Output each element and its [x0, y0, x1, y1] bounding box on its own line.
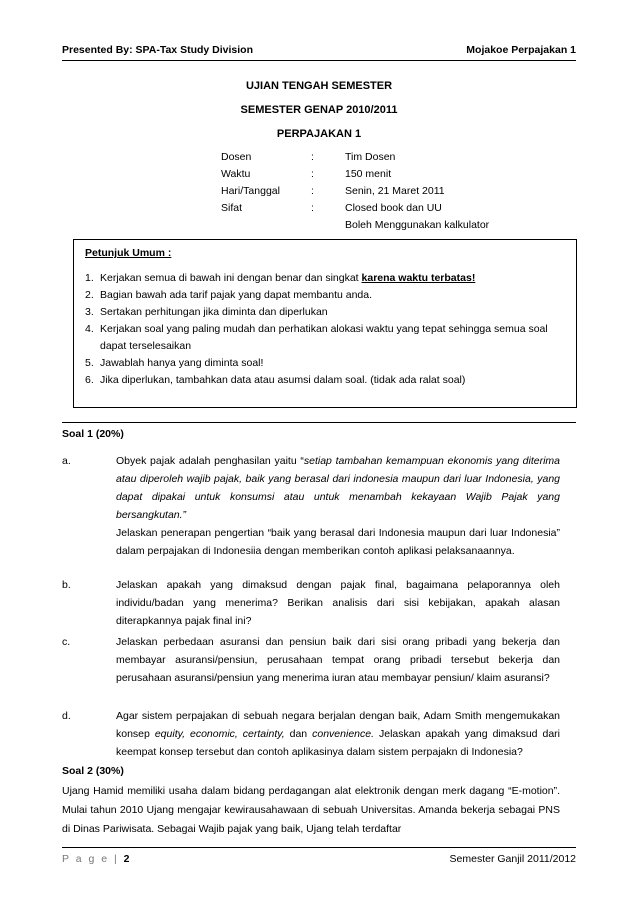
- info-value: 150 menit: [345, 168, 392, 180]
- list-item: 6. Jika diperlukan, tambahkan data atau asumsi dalam soal. (tidak ada ralat soal): [85, 374, 466, 386]
- info-value: Senin, 21 Maret 2011: [345, 185, 445, 197]
- soal1-title: Soal 1 (20%): [62, 428, 124, 440]
- info-colon: :: [311, 168, 314, 180]
- info-colon: :: [311, 202, 314, 214]
- page-indicator: P a g e | 2: [62, 853, 130, 865]
- soal2-paragraph: Ujang Hamid memiliki usaha dalam bidang perdagangan alat elektronik dengan merk dagang “E-motion”. Mulai tahun 2010 Ujang mengajar kewirausahawaan di sebuah Universitas. Amanda bekerja sebagai PNS di Dinas Pariwisata. Sebagai Wajib pajak yang baik, Ujang telah terdaftar: [62, 785, 560, 835]
- question-number: c.: [62, 636, 71, 648]
- course-title: PERPAJAKAN 1: [276, 128, 362, 140]
- footer-rule: [62, 847, 576, 848]
- list-item: 2. Bagian bawah ada tarif pajak yang dapat membantu anda.: [85, 289, 373, 301]
- header-rule: [62, 60, 576, 61]
- exam-title: UJIAN TENGAH SEMESTER: [245, 80, 393, 92]
- question-1a: a. Obyek pajak adalah penghasilan yaitu “setiap tambahan kemampuan ekonomis yang diterima atau diperoleh wajib pajak, baik yang berasal dari indonesia maupun dari luar Indonesia, yang dapat dipakai untuk konsumsi atau untuk menambah kekayaan Wajib Pajak yang bersangkutan.” Jelaskan penerapan pengertian “baik yang berasal dari Indonesia maupun dari luar Indonesia” dalam perpajakan di Indonesiia dengan memberikan contoh aplikasi pelaksanaannya.: [62, 452, 560, 560]
- question-1c: c. Jelaskan perbedaan asuransi dan pensiun baik dari sisi orang pribadi yang bekerja dan membayar asuransi/pensiun, perusahaan tempat orang pribadi tersebut bekerja dan perusahaan asuransi/pensiun yang menerima iuran atau membayar pensiun/ klaim asuransi?: [62, 633, 560, 687]
- instructions-list: [85, 270, 567, 389]
- info-value: Tim Dosen: [345, 151, 396, 163]
- instructions-heading: Petunjuk Umum :: [85, 247, 172, 259]
- question-1d: d. Agar sistem perpajakan di sebuah negara berjalan dengan baik, Adam Smith mengemukakan konsep equity, economic, certainty, dan convenience. Jelaskan apakah yang dimaksud dari keempat konsep tersebut dan contoh aplikasinya dalam sistem perpajakn di Indonesia?: [62, 707, 560, 761]
- footer-semester: Semester Ganjil 2011/2012: [449, 853, 576, 865]
- header-left: Presented By: SPA-Tax Study Division: [62, 44, 253, 56]
- list-item: 3. Sertakan perhitungan jika diminta dan diperlukan: [85, 306, 328, 318]
- info-colon: :: [311, 185, 314, 197]
- question-1b: b. Jelaskan apakah yang dimaksud dengan pajak final, bagaimana pelaporannya oleh individu/badan yang menerima? Berikan analisis dari sisi kebijakan, apakah alasan diterapkannya pajak final ini?: [62, 576, 560, 630]
- header-right: Mojakoe Perpajakan 1: [466, 44, 576, 56]
- info-key: Hari/Tanggal: [221, 185, 280, 197]
- info-key: Sifat: [221, 202, 243, 214]
- soal2-title: Soal 2 (30%): [62, 765, 124, 777]
- instructions-box: [73, 239, 577, 408]
- list-item: 1. Kerjakan semua di bawah ini dengan benar dan singkat karena waktu terbatas!: [85, 272, 476, 284]
- list-item: 5. Jawablah hanya yang diminta soal!: [85, 357, 264, 369]
- question-number: d.: [62, 710, 71, 722]
- question-number: a.: [62, 455, 71, 467]
- info-key: Waktu: [221, 168, 251, 180]
- info-value: Boleh Menggunakan kalkulator: [345, 219, 490, 231]
- emphasis-text: karena waktu terbatas!: [361, 272, 476, 284]
- question-number: b.: [62, 579, 71, 591]
- info-colon: :: [311, 151, 314, 163]
- info-value: Closed book dan UU: [345, 202, 442, 214]
- semester-title: SEMESTER GENAP 2010/2011: [240, 104, 398, 116]
- list-item: 4. Kerjakan soal yang paling mudah dan perhatikan alokasi waktu yang tepat sehingga semua soal dapat terselesaikan: [85, 323, 548, 352]
- info-key: Dosen: [221, 151, 252, 163]
- section-rule: [62, 422, 576, 423]
